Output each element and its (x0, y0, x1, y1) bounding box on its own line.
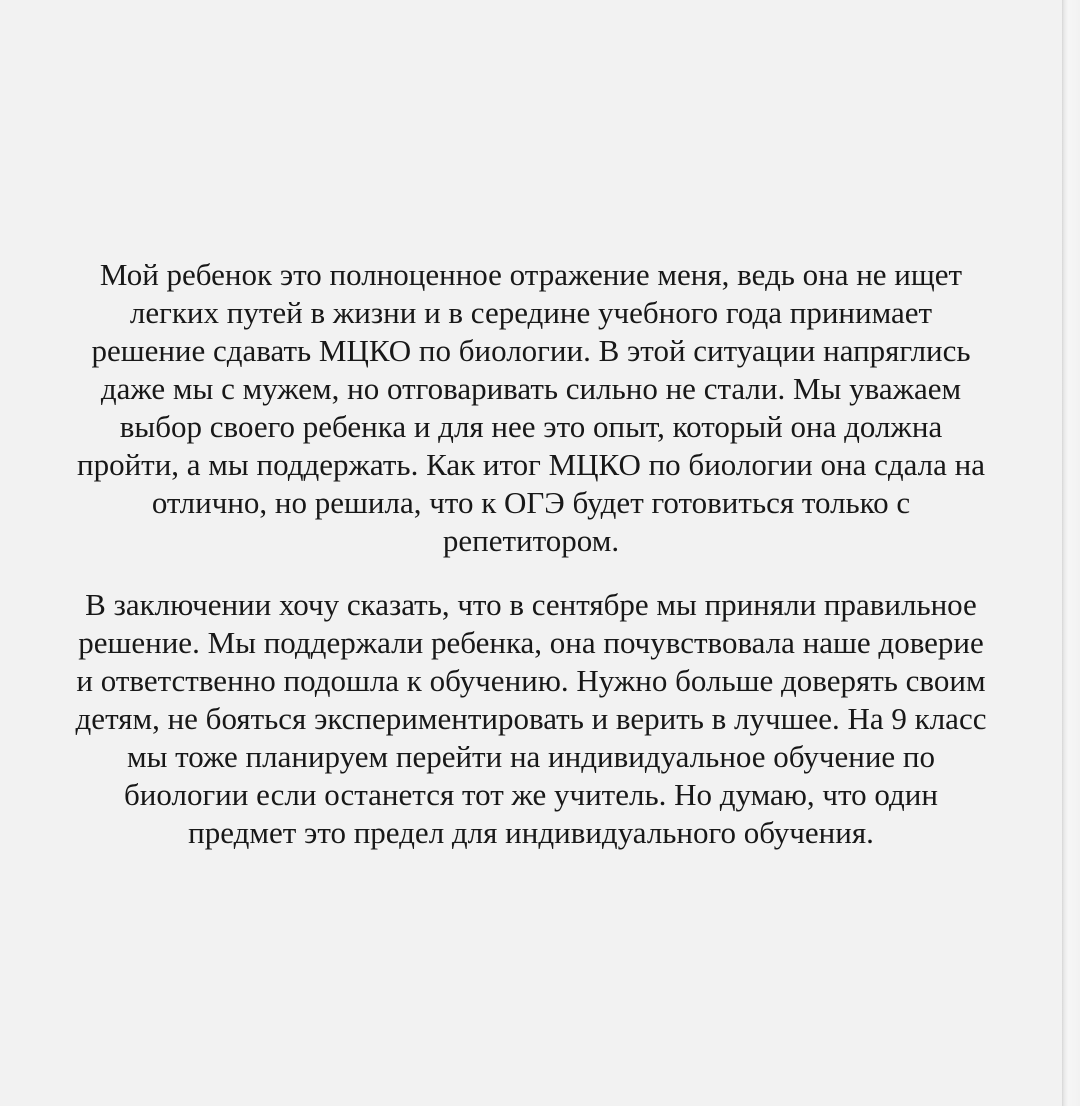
paragraph-line: даже мы с мужем, но отговаривать сильно не стали. Мы уважаем (100, 371, 962, 406)
paragraph-line: Мой ребенок это полноценное отражение меня, ведь она не ищет (99, 257, 963, 292)
paragraph-2 (6, 586, 1056, 852)
paragraph-line: и ответственно подошла к обучению. Нужно больше доверять своим (76, 663, 986, 698)
paragraph-line: пройти, а мы поддержать. Как итог МЦКО по биологии она сдала на (76, 447, 985, 482)
paragraph-line: В заключении хочу сказать, что в сентябре мы приняли правильное (85, 587, 977, 622)
paragraph-line: выбор своего ребенка и для нее это опыт, который она должна (119, 409, 943, 444)
paragraph-line: детям, не бояться экспериментировать и верить в лучшее. На 9 класс (75, 701, 987, 736)
page-edge (1062, 0, 1080, 1106)
paragraph-line: предмет это предел для индивидуального обучения. (188, 815, 874, 850)
paragraph-line: отлично, но решила, что к ОГЭ будет готовиться только с (151, 485, 911, 520)
paragraph-line: решение. Мы поддержали ребенка, она почувствовала наше доверие (78, 625, 984, 660)
paragraph-line: легких путей в жизни и в середине учебного года принимает (129, 295, 933, 330)
paragraph-line: репетитором. (442, 523, 620, 558)
paragraph-line: решение сдавать МЦКО по биологии. В этой ситуации напряглись (91, 333, 971, 368)
paragraph-1 (6, 256, 1056, 560)
paragraph-line: биологии если останется тот же учитель. Но думаю, что один (124, 777, 938, 812)
paragraph-line: мы тоже планируем перейти на индивидуальное обучение по (126, 739, 936, 774)
